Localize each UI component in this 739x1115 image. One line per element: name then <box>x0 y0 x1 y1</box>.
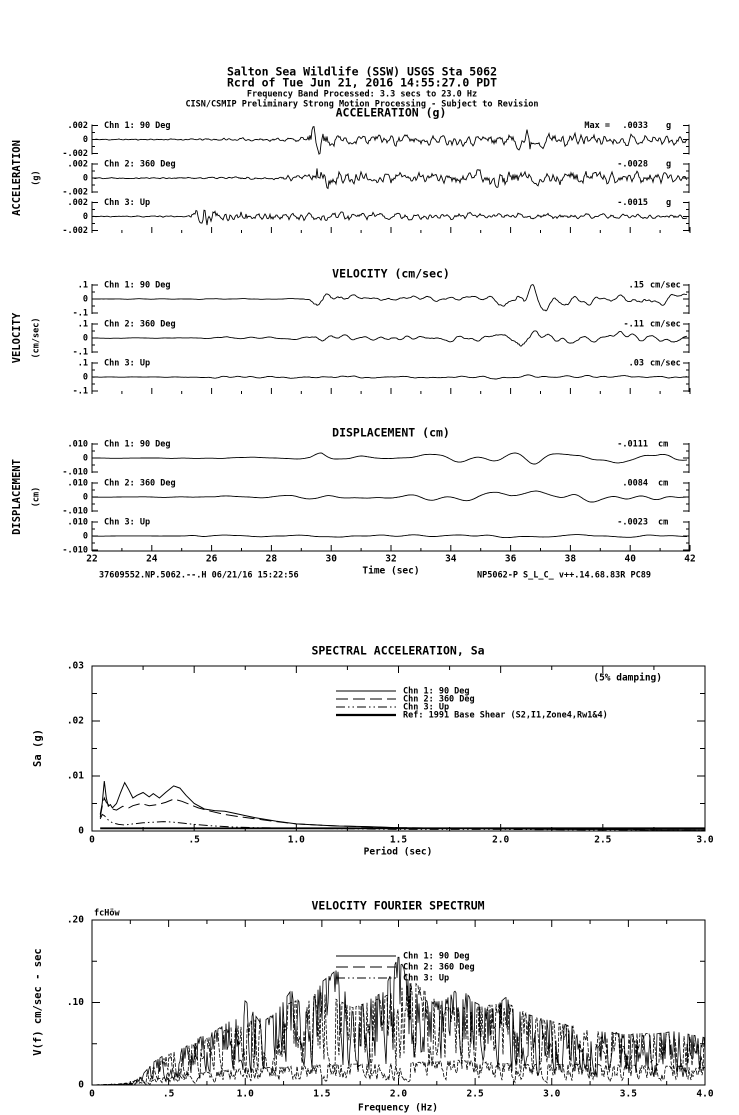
x-tick-label: 1.5 <box>389 834 408 846</box>
y-tick-label: -.1 <box>72 347 88 358</box>
y-tick-label: -.1 <box>72 386 88 397</box>
channel-panel <box>73 281 689 319</box>
group-side-unit: (cm/sec) <box>31 317 42 359</box>
channel-label: Chn 2: 360 Deg <box>104 478 176 489</box>
x-tick-label: 24 <box>146 553 158 565</box>
waveform-trace <box>93 491 687 502</box>
peak-value: -.0111 <box>617 439 648 450</box>
y-tick-label: 0 <box>82 372 88 383</box>
peak-value: .15 <box>628 280 644 291</box>
legend-label: Chn 1: 90 Deg <box>403 951 470 962</box>
y-tick-label: .010 <box>67 478 88 489</box>
sa-y-axis-label: Sa (g) <box>32 729 44 767</box>
period-axis-label: Period (sec) <box>363 846 433 858</box>
y-tick-label: .1 <box>77 280 88 291</box>
group-x-axis <box>92 227 690 233</box>
waveform-trace <box>93 535 687 538</box>
channel-label: Chn 2: 360 Deg <box>104 159 176 170</box>
sa-plot-title: SPECTRAL ACCELERATION, Sa <box>311 643 485 658</box>
corner-frequency-marker: fcHöw <box>94 908 120 919</box>
group-title: ACCELERATION (g) <box>335 105 447 120</box>
y-tick-label: 0 <box>82 531 88 542</box>
y-tick-label: .002 <box>67 159 88 170</box>
x-tick-label: 2.0 <box>389 1088 408 1100</box>
x-tick-label: 0 <box>89 834 95 846</box>
peak-unit: cm/sec <box>650 280 681 291</box>
processing-version-footer: NP5062-P S_L_C_ v++.14.68.83R PC89 <box>477 570 651 581</box>
x-tick-label: 30 <box>325 553 337 565</box>
x-tick-label: 40 <box>624 553 636 565</box>
y-tick-label: 0 <box>82 135 88 145</box>
y-tick-label: .20 <box>66 914 84 926</box>
channel-panel <box>62 479 689 517</box>
x-tick-label: 42 <box>684 553 696 565</box>
channel-label: Chn 1: 90 Deg <box>104 439 171 450</box>
x-tick-label: 3.0 <box>543 1088 561 1100</box>
x-tick-label: .5 <box>162 1088 175 1100</box>
waveform-trace <box>93 331 687 346</box>
channel-panel <box>62 160 689 198</box>
x-tick-label: 34 <box>445 553 457 565</box>
group-side-label: VELOCITY <box>11 312 23 364</box>
peak-value: -.0015 <box>617 198 648 208</box>
peak-unit: cm <box>658 517 669 528</box>
x-tick-label: 28 <box>265 553 278 565</box>
sa-series-solid <box>100 781 705 830</box>
channel-panel <box>62 518 689 556</box>
damping-annotation: (5% damping) <box>593 672 662 684</box>
y-tick-label: .002 <box>67 121 88 131</box>
frame-rect <box>92 666 705 831</box>
legend-label: Chn 3: Up <box>403 702 450 713</box>
vf-y-axis-label: V(f) cm/sec - sec <box>32 948 44 1056</box>
y-tick-label: 0 <box>78 825 84 837</box>
group-side-label: ACCELERATION <box>11 140 23 216</box>
spectral-acceleration-plot <box>32 644 714 858</box>
x-tick-label: 22 <box>86 553 98 565</box>
x-tick-label: 2.5 <box>594 834 612 846</box>
report-header <box>185 65 538 110</box>
waveform-trace <box>93 285 687 311</box>
y-tick-label: 0 <box>82 173 88 184</box>
group-title: VELOCITY (cm/sec) <box>332 266 450 281</box>
channel-label: Chn 3: Up <box>104 358 151 369</box>
waveform-group-displacement <box>11 426 696 565</box>
y-tick-label: -.010 <box>62 506 88 517</box>
group-title: DISPLACEMENT (cm) <box>332 425 450 440</box>
waveform-trace <box>93 168 687 188</box>
legend-label: Chn 2: 360 Deg <box>403 694 475 705</box>
time-axis-label: Time (sec) <box>362 565 420 577</box>
vf-series-solid <box>92 957 705 1085</box>
waveform-group-acceleration <box>11 106 690 237</box>
y-tick-label: .1 <box>77 358 88 369</box>
peak-prefix: Max = <box>584 121 610 131</box>
y-tick-label: .03 <box>66 660 84 672</box>
plot-frame <box>67 661 714 846</box>
y-tick-label: 0 <box>82 333 88 344</box>
group-side-unit: (cm) <box>31 486 42 508</box>
peak-value: -.11 <box>623 319 644 330</box>
peak-unit: cm <box>658 439 669 450</box>
group-side-unit: (g) <box>31 170 42 186</box>
x-tick-label: 1.5 <box>313 1088 331 1100</box>
record-id-footer: 37609552.NP.5062.--.H 06/21/16 15:22:56 <box>99 570 299 581</box>
y-tick-label: 0 <box>82 492 88 503</box>
frame-rect <box>92 920 705 1085</box>
peak-unit: cm/sec <box>650 319 681 330</box>
channel-label: Chn 3: Up <box>104 517 151 528</box>
x-tick-label: 1.0 <box>287 834 305 846</box>
x-tick-label: 32 <box>385 553 397 565</box>
y-tick-label: -.010 <box>62 545 88 556</box>
x-tick-label: 0 <box>89 1088 95 1100</box>
x-tick-label: 26 <box>205 553 218 565</box>
y-tick-label: .010 <box>67 439 88 450</box>
group-x-axis <box>86 545 695 565</box>
peak-value: -.0023 <box>617 517 648 528</box>
peak-unit: g <box>666 198 672 208</box>
group-x-axis <box>92 388 690 394</box>
y-tick-label: .02 <box>66 715 84 727</box>
x-tick-label: .5 <box>188 834 200 846</box>
y-tick-label: .1 <box>77 319 88 330</box>
y-tick-label: 0 <box>78 1079 84 1091</box>
frequency-axis-label: Frequency (Hz) <box>357 1102 439 1114</box>
plot-legend <box>336 687 608 721</box>
sa-series-dash <box>100 798 705 830</box>
record-date: Rcrd of Tue Jun 21, 2016 14:55:27.0 PDT <box>226 75 498 90</box>
legend-label: Ref: 1991 Base Shear (S2,I1,Zone4,Rw1&4) <box>403 710 608 721</box>
y-tick-label: -.002 <box>62 149 88 159</box>
x-tick-label: 38 <box>564 553 577 565</box>
peak-value: .03 <box>628 358 644 369</box>
channel-panel <box>62 198 689 236</box>
y-tick-label: -.002 <box>62 187 88 198</box>
channel-label: Chn 1: 90 Deg <box>104 280 171 291</box>
y-tick-label: .010 <box>67 517 88 528</box>
waveform-group-velocity <box>11 267 690 397</box>
channel-panel <box>62 121 689 159</box>
legend-label: Chn 1: 90 Deg <box>403 686 470 697</box>
waveform-trace <box>93 453 687 464</box>
y-tick-label: 0 <box>82 453 88 464</box>
plot-legend <box>336 952 475 984</box>
vf-plot-title: VELOCITY FOURIER SPECTRUM <box>311 898 485 913</box>
y-tick-label: 0 <box>82 212 88 222</box>
waveform-trace <box>93 210 687 225</box>
channel-label: Chn 2: 360 Deg <box>104 319 176 330</box>
waveform-trace <box>93 375 687 379</box>
velocity-fourier-spectrum-plot <box>32 899 714 1114</box>
time-axis-footer <box>99 566 651 581</box>
channel-panel <box>73 359 689 397</box>
x-tick-label: 2.0 <box>492 834 510 846</box>
y-tick-label: .01 <box>66 770 84 782</box>
channel-label: Chn 3: Up <box>104 198 151 208</box>
y-tick-label: .10 <box>66 997 84 1008</box>
channel-panel <box>62 440 689 478</box>
peak-value: .0084 <box>622 478 648 489</box>
group-side-label: DISPLACEMENT <box>11 459 23 535</box>
frequency-band-note: Frequency Band Processed: 3.3 secs to 23.0 Hz <box>246 89 478 100</box>
vf-plot-content <box>67 915 714 1100</box>
x-tick-label: 3.0 <box>696 834 714 846</box>
waveform-groups <box>11 106 696 565</box>
sa-plot-content <box>67 661 714 846</box>
peak-value: .0033 <box>622 121 648 131</box>
x-tick-label: 3.5 <box>619 1088 637 1100</box>
legend-label: Chn 3: Up <box>403 973 450 984</box>
x-tick-label: 4.0 <box>696 1088 714 1100</box>
peak-value: -.0028 <box>617 159 648 170</box>
peak-unit: g <box>666 121 672 131</box>
y-tick-label: -.010 <box>62 467 88 478</box>
peak-unit: g <box>666 159 672 170</box>
x-tick-label: 2.5 <box>466 1088 484 1100</box>
x-tick-label: 36 <box>504 553 517 565</box>
y-tick-label: 0 <box>82 294 88 305</box>
peak-unit: cm/sec <box>650 358 681 369</box>
channel-panel <box>73 320 689 358</box>
y-tick-label: .002 <box>67 198 88 208</box>
station-title: Salton Sea Wildlife (SSW) USGS Sta 5062 <box>226 64 498 79</box>
y-tick-label: -.1 <box>72 308 88 319</box>
channel-label: Chn 1: 90 Deg <box>104 121 171 131</box>
legend-label: Chn 2: 360 Deg <box>403 962 475 973</box>
peak-unit: cm <box>658 478 669 489</box>
processing-note: CISN/CSMIP Preliminary Strong Motion Processing - Subject to Revision <box>185 99 539 110</box>
y-tick-label: -.002 <box>62 226 88 236</box>
x-tick-label: 1.0 <box>236 1088 254 1100</box>
